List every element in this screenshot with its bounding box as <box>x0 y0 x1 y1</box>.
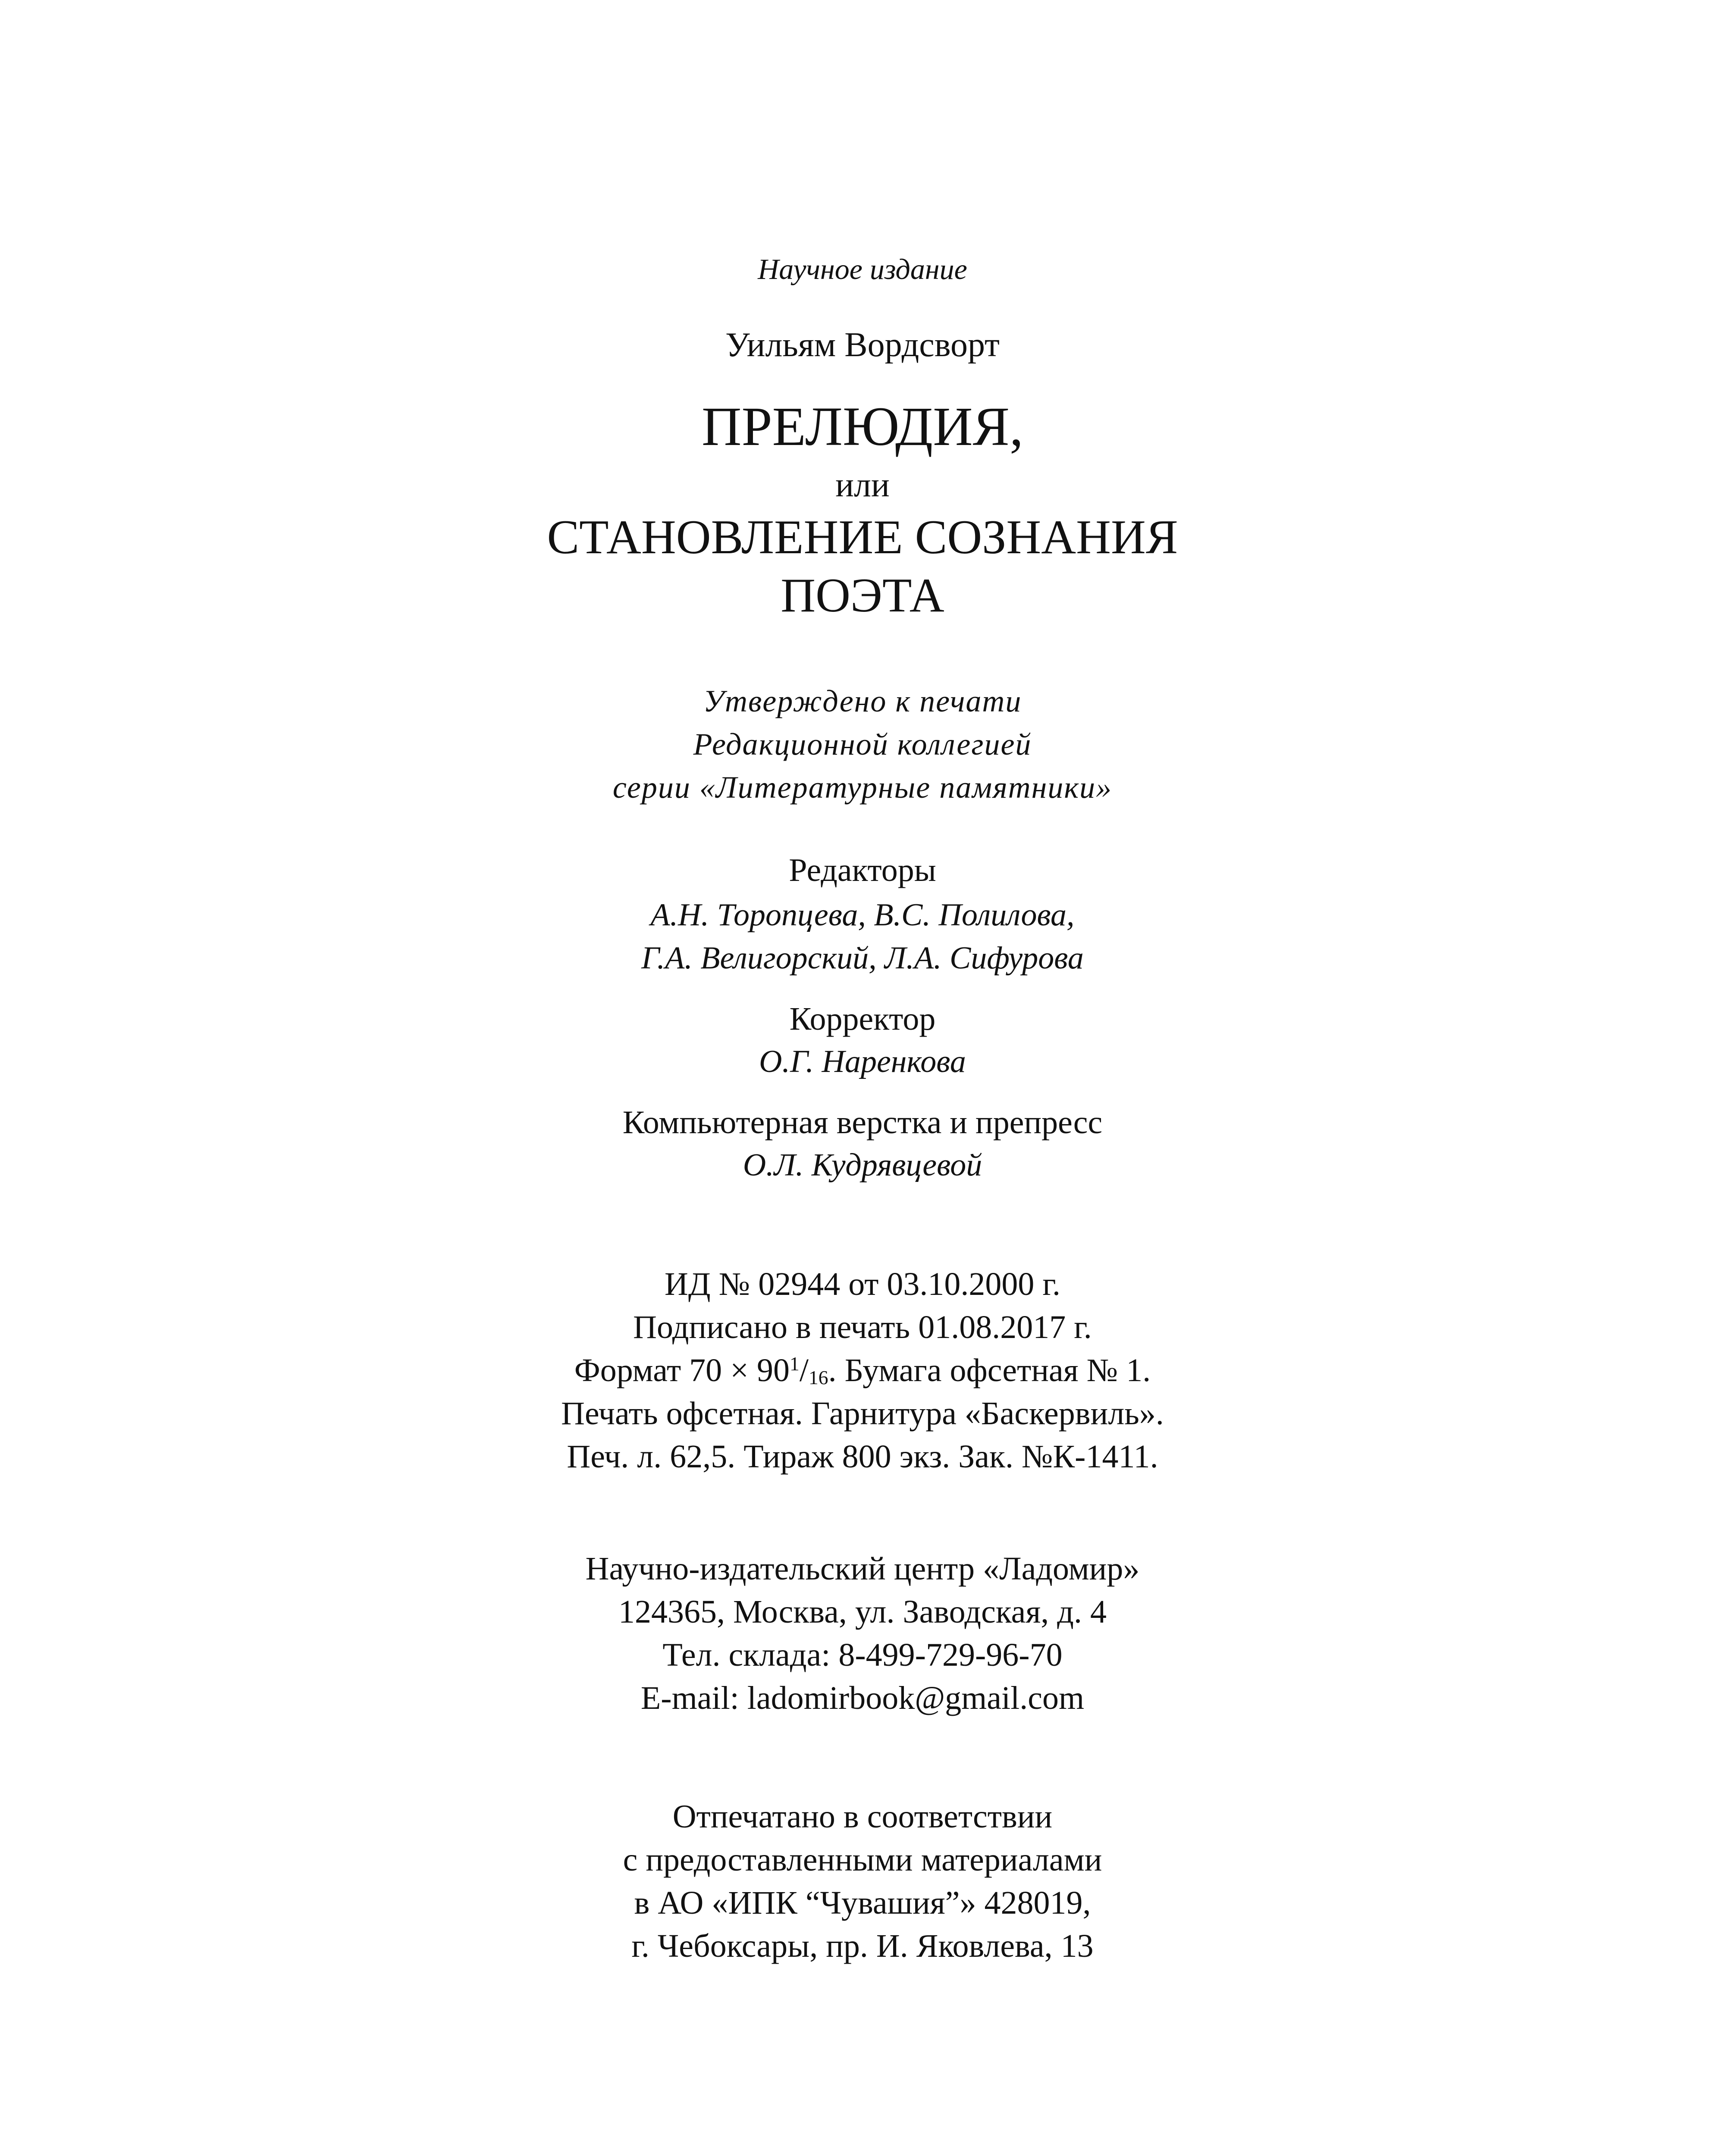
imprint-typeface: Печать офсетная. Гарнитура «Баскервиль». <box>561 1395 1164 1432</box>
corrector-label: Корректор <box>789 1001 936 1037</box>
approval-line-1: Утверждено к печати <box>703 684 1022 718</box>
printer-line-3: в АО «ИПК “Чувашия”» 428019, <box>634 1885 1091 1921</box>
approval-line-3: серии «Литературные памятники» <box>612 770 1113 805</box>
imprint-signed: Подписано в печать 01.08.2017 г. <box>633 1309 1092 1345</box>
format-slash: / <box>799 1352 809 1389</box>
publisher-name: Научно-издательский центр «Ладомир» <box>585 1551 1140 1587</box>
corrector-name: О.Г. Наренкова <box>759 1044 966 1079</box>
layout-label: Компьютерная верстка и препресс <box>622 1104 1103 1141</box>
approval-line-2: Редакционной коллегией <box>693 727 1032 761</box>
printer-line-1: Отпечатано в соответствии <box>672 1799 1053 1835</box>
editors-names-line-1: А.Н. Торопцева, В.С. Полилова, <box>650 897 1075 933</box>
imprint-print-run: Печ. л. 62,5. Тираж 800 экз. Зак. №К-1411. <box>567 1438 1158 1475</box>
editors-names-line-2: Г.А. Велигорский, Л.А. Сифурова <box>641 940 1084 976</box>
title-line-2: или <box>835 466 890 504</box>
publisher-email: E-mail: ladomirbook@gmail.com <box>640 1680 1085 1716</box>
title-line-4: ПОЭТА <box>781 569 944 622</box>
format-subscript: 16 <box>808 1366 828 1388</box>
layout-name: О.Л. Кудрявцевой <box>743 1147 982 1183</box>
format-suffix: . Бумага офсетная № 1. <box>828 1352 1151 1389</box>
format-prefix: Формат 70 × 90 <box>574 1352 790 1389</box>
author-name: Уильям Вордсворт <box>725 326 1000 364</box>
printer-line-4: г. Чебоксары, пр. И. Яковлева, 13 <box>631 1928 1094 1964</box>
editors-label: Редакторы <box>789 852 936 888</box>
publisher-phone: Тел. склада: 8-499-729-96-70 <box>662 1637 1063 1673</box>
imprint-format <box>0 1354 1725 1388</box>
title-line-3: СТАНОВЛЕНИЕ СОЗНАНИЯ <box>547 511 1178 564</box>
title-line-1: ПРЕЛЮДИЯ, <box>702 396 1023 457</box>
publisher-address: 124365, Москва, ул. Заводская, д. 4 <box>618 1594 1107 1630</box>
imprint-license: ИД № 02944 от 03.10.2000 г. <box>664 1266 1061 1302</box>
printer-line-2: с предоставленными материалами <box>623 1842 1102 1878</box>
format-superscript: 1 <box>790 1353 800 1375</box>
edition-type: Научное издание <box>758 253 967 285</box>
